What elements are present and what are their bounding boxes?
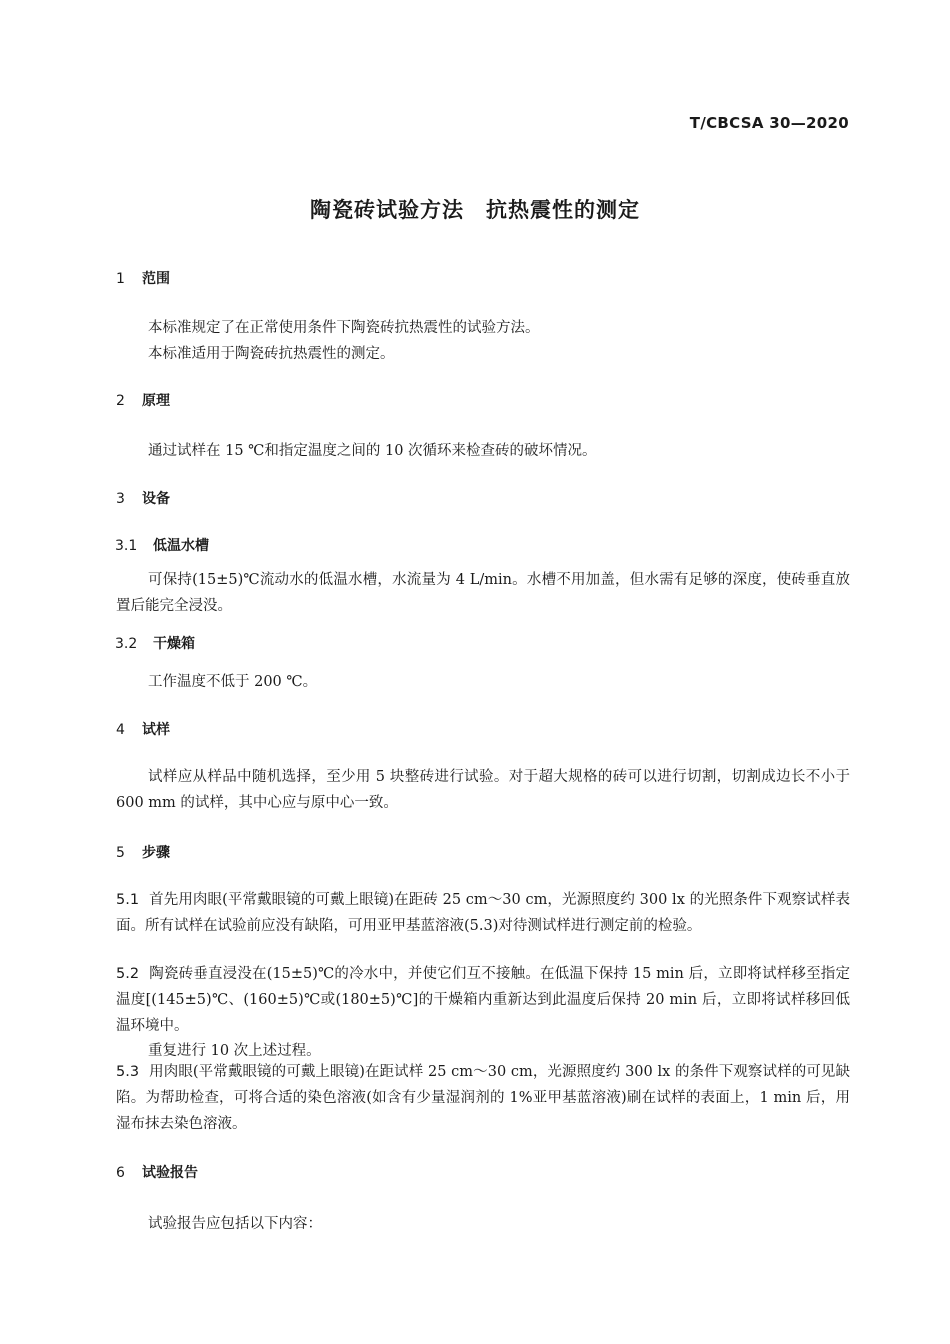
document-title: 陶瓷砖试验方法 抗热震性的测定 <box>310 198 640 222</box>
clause-number: 5.2 <box>116 966 140 982</box>
section-title: 原理 <box>142 393 170 409</box>
clause-text: 用肉眼(平常戴眼镜的可戴上眼镜)在距试样 25 cm～30 cm，光源照度约 300 lx 的条件下观察试样的可见缺陷。为帮助检查，可将合适的染色溶液(如含有少量湿润剂的 1%亚甲基蓝溶液)刷在试样的表面上，1 min 后，用湿布抹去染色溶液。 <box>116 1064 850 1132</box>
section-5-heading <box>116 842 170 862</box>
section-number: 5 <box>116 845 125 861</box>
section-title: 设备 <box>142 491 170 507</box>
section-4-text: 试样应从样品中随机选择，至少用 5 块整砖进行试验。对于超大规格的砖可以进行切割，切割成边长不小于 600 mm 的试样，其中心应与原中心一致。 <box>116 769 850 811</box>
clause-5-3 <box>116 1059 850 1137</box>
section-3-2-heading <box>115 633 195 653</box>
clause-text: 首先用肉眼(平常戴眼镜的可戴上眼镜)在距砖 25 cm～30 cm，光源照度约 300 lx 的光照条件下观察试样表面。所有试样在试验前应没有缺陷，可用亚甲基蓝溶液(5.3)对待测试样进行测定前的检验。 <box>116 892 850 934</box>
section-title: 试验报告 <box>142 1165 198 1181</box>
section-3-1-heading <box>115 535 209 555</box>
section-6-heading <box>116 1162 198 1182</box>
section-title: 低温水槽 <box>153 538 209 554</box>
section-number: 4 <box>116 722 125 738</box>
section-4-heading <box>116 719 170 739</box>
section-title: 干燥箱 <box>153 636 195 652</box>
document-number: T/CBCSA 30—2020 <box>689 114 849 132</box>
clause-5-1 <box>116 887 850 939</box>
section-number: 6 <box>116 1165 125 1181</box>
clause-5-2-repeat: 重复进行 10 次上述过程。 <box>148 1043 321 1059</box>
section-2-text: 通过试样在 15 ℃和指定温度之间的 10 次循环来检查砖的破坏情况。 <box>148 443 597 459</box>
clause-number: 5.1 <box>116 892 140 908</box>
section-title: 步骤 <box>142 845 170 861</box>
section-number: 3.1 <box>115 538 138 554</box>
section-1-heading <box>116 268 170 288</box>
section-1-line-1: 本标准规定了在正常使用条件下陶瓷砖抗热震性的试验方法。 <box>148 320 540 336</box>
section-3-1-text: 可保持(15±5)℃流动水的低温水槽，水流量为 4 L/min。水槽不用加盖，但水需有足够的深度，使砖垂直放置后能完全浸没。 <box>116 572 850 614</box>
section-1-line-2: 本标准适用于陶瓷砖抗热震性的测定。 <box>148 346 395 362</box>
section-6-text: 试验报告应包括以下内容： <box>148 1216 322 1232</box>
clause-5-2 <box>116 961 850 1039</box>
clause-number: 5.3 <box>116 1064 140 1080</box>
clause-text: 陶瓷砖垂直浸没在(15±5)℃的冷水中，并使它们互不接触。在低温下保持 15 min 后，立即将试样移至指定温度[(145±5)℃、(160±5)℃或(180±5)℃]的干燥箱内重新达到此温度后保持 20 min 后，立即将试样移回低温环境中。 <box>116 966 850 1034</box>
section-number: 2 <box>116 393 125 409</box>
section-number: 3.2 <box>115 636 138 652</box>
section-number: 3 <box>116 491 125 507</box>
section-2-heading <box>116 390 170 410</box>
section-number: 1 <box>116 271 125 287</box>
section-title: 试样 <box>142 722 170 738</box>
section-3-2-text: 工作温度不低于 200 ℃。 <box>148 674 318 690</box>
section-title: 范围 <box>142 271 170 287</box>
section-3-heading <box>116 488 170 508</box>
